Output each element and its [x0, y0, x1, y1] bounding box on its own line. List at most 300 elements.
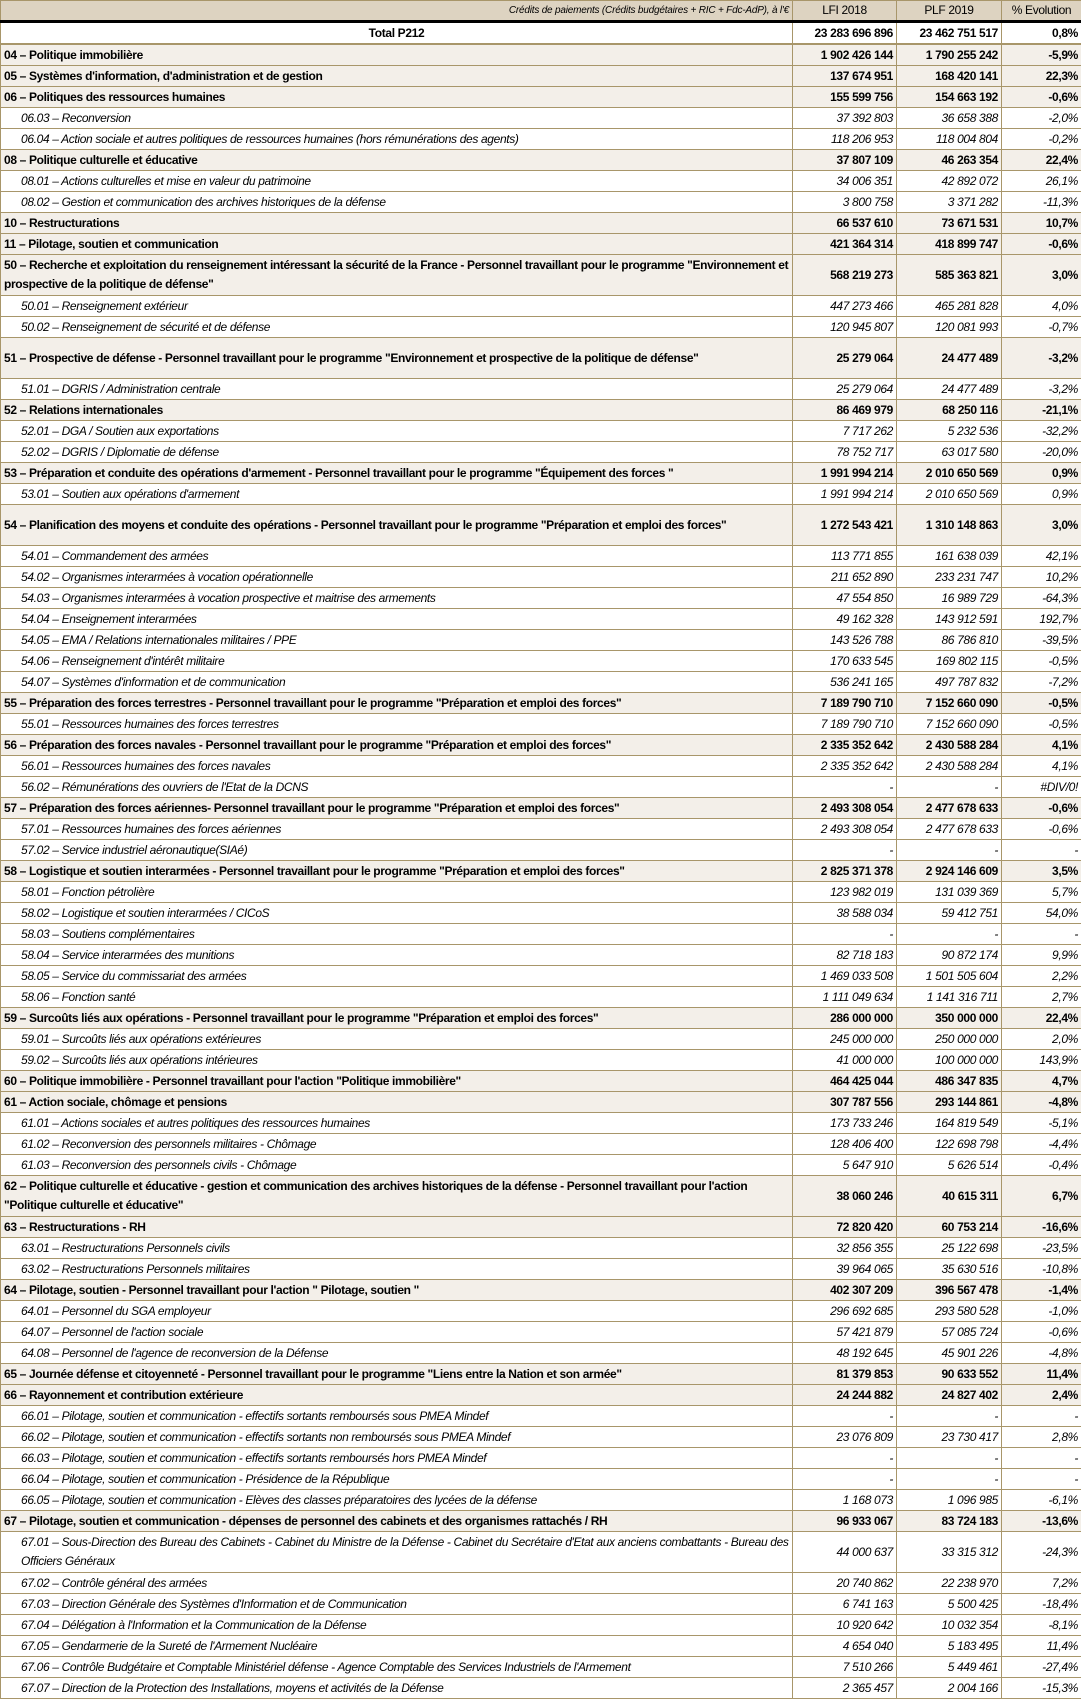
row-plf: 2 477 678 633 [897, 798, 1002, 819]
row-plf: 45 901 226 [897, 1343, 1002, 1364]
row-label: 67.01 – Sous-Direction des Bureau des Cabinets - Cabinet du Ministre de la Défense - Cabinet du Secrétaire d'Etat aux anciens combattants - Bureau des Officiers Généraux [1, 1532, 793, 1573]
row-evolution: 4,1% [1002, 735, 1081, 756]
row-label: 55.01 – Ressources humaines des forces terrestres [1, 714, 793, 735]
subaction-row [1, 1615, 1081, 1636]
subaction-row [1, 924, 1081, 945]
row-plf: 120 081 993 [897, 317, 1002, 338]
row-evolution: 11,4% [1002, 1364, 1081, 1385]
action-row [1, 1092, 1081, 1113]
row-plf: 1 501 505 604 [897, 966, 1002, 987]
row-plf: 90 633 552 [897, 1364, 1002, 1385]
header-row [1, 1, 1081, 22]
row-lfi: 211 652 890 [793, 567, 897, 588]
row-lfi: 307 787 556 [793, 1092, 897, 1113]
row-plf: 161 638 039 [897, 546, 1002, 567]
row-label: 59.02 – Surcoûts liés aux opérations intérieures [1, 1050, 793, 1071]
row-evolution: 192,7% [1002, 609, 1081, 630]
row-plf: 465 281 828 [897, 296, 1002, 317]
subaction-row [1, 379, 1081, 400]
subaction-row [1, 567, 1081, 588]
row-lfi: 170 633 545 [793, 651, 897, 672]
subaction-row [1, 1259, 1081, 1280]
row-lfi: 2 493 308 054 [793, 798, 897, 819]
row-label: 58.03 – Soutiens complémentaires [1, 924, 793, 945]
row-plf: 169 802 115 [897, 651, 1002, 672]
row-plf: - [897, 1448, 1002, 1469]
row-lfi: 123 982 019 [793, 882, 897, 903]
row-plf: 68 250 116 [897, 400, 1002, 421]
row-lfi: 464 425 044 [793, 1071, 897, 1092]
row-evolution: 3,5% [1002, 861, 1081, 882]
row-lfi: 66 537 610 [793, 213, 897, 234]
row-evolution: 2,8% [1002, 1427, 1081, 1448]
subaction-row [1, 1427, 1081, 1448]
row-plf: 7 152 660 090 [897, 714, 1002, 735]
row-evolution: 22,4% [1002, 1008, 1081, 1029]
row-label: 55 – Préparation des forces terrestres - Personnel travaillant pour le programme "Préparation et emploi des forces" [1, 693, 793, 714]
row-evolution: -24,3% [1002, 1532, 1081, 1573]
row-evolution: -21,1% [1002, 400, 1081, 421]
row-label: 63.01 – Restructurations Personnels civils [1, 1238, 793, 1259]
row-evolution: -6,1% [1002, 1490, 1081, 1511]
row-evolution: #DIV/0! [1002, 777, 1081, 798]
row-plf: 5 183 495 [897, 1636, 1002, 1657]
row-plf: 36 658 388 [897, 108, 1002, 129]
row-label: 64.01 – Personnel du SGA employeur [1, 1301, 793, 1322]
action-row [1, 463, 1081, 484]
row-lfi: 23 076 809 [793, 1427, 897, 1448]
row-label: 67.02 – Contrôle général des armées [1, 1573, 793, 1594]
row-lfi: 155 599 756 [793, 87, 897, 108]
row-label: 08 – Politique culturelle et éducative [1, 150, 793, 171]
row-evolution: -0,5% [1002, 693, 1081, 714]
row-evolution: -0,5% [1002, 714, 1081, 735]
row-label: 66.03 – Pilotage, soutien et communication - effectifs sortants remboursés hors PMEA Mindef [1, 1448, 793, 1469]
row-plf: 497 787 832 [897, 672, 1002, 693]
subaction-row [1, 903, 1081, 924]
row-plf: 293 144 861 [897, 1092, 1002, 1113]
row-lfi: 78 752 717 [793, 442, 897, 463]
row-evolution: 143,9% [1002, 1050, 1081, 1071]
action-row [1, 1385, 1081, 1406]
row-lfi: 82 718 183 [793, 945, 897, 966]
row-plf: - [897, 924, 1002, 945]
row-evolution: 2,2% [1002, 966, 1081, 987]
row-plf: 585 363 821 [897, 255, 1002, 296]
row-label: 51.01 – DGRIS / Administration centrale [1, 379, 793, 400]
row-evolution: -4,8% [1002, 1343, 1081, 1364]
row-evolution: 9,9% [1002, 945, 1081, 966]
row-lfi: 296 692 685 [793, 1301, 897, 1322]
action-row [1, 693, 1081, 714]
row-label: 59.01 – Surcoûts liés aux opérations extérieures [1, 1029, 793, 1050]
row-lfi: 2 335 352 642 [793, 756, 897, 777]
subaction-row [1, 1532, 1081, 1573]
row-label: 11 – Pilotage, soutien et communication [1, 234, 793, 255]
subaction-row [1, 987, 1081, 1008]
row-label: 10 – Restructurations [1, 213, 793, 234]
row-lfi: 1 991 994 214 [793, 463, 897, 484]
row-evolution: 4,1% [1002, 756, 1081, 777]
row-lfi: 120 945 807 [793, 317, 897, 338]
row-lfi: 128 406 400 [793, 1134, 897, 1155]
row-lfi: 286 000 000 [793, 1008, 897, 1029]
row-lfi: 143 526 788 [793, 630, 897, 651]
action-row [1, 338, 1081, 379]
row-lfi: 48 192 645 [793, 1343, 897, 1364]
row-plf: 168 420 141 [897, 66, 1002, 87]
row-evolution: -5,9% [1002, 44, 1081, 66]
row-lfi: 72 820 420 [793, 1217, 897, 1238]
row-lfi: 39 964 065 [793, 1259, 897, 1280]
subaction-row [1, 192, 1081, 213]
subaction-row [1, 1490, 1081, 1511]
row-plf: 35 630 516 [897, 1259, 1002, 1280]
row-lfi: 1 168 073 [793, 1490, 897, 1511]
row-evolution: - [1002, 1448, 1081, 1469]
subaction-row [1, 945, 1081, 966]
row-evolution: - [1002, 1406, 1081, 1427]
subaction-row [1, 484, 1081, 505]
subaction-row [1, 1448, 1081, 1469]
row-evolution: -64,3% [1002, 588, 1081, 609]
row-lfi: 1 469 033 508 [793, 966, 897, 987]
row-label: 51 – Prospective de défense - Personnel travaillant pour le programme "Environnement et prospective de la politique de défense" [1, 338, 793, 379]
row-label: 50 – Recherche et exploitation du renseignement intéressant la sécurité de la France - Personnel travaillant pour le programme "Environnement et prospective de la politique de défense" [1, 255, 793, 296]
row-plf: 100 000 000 [897, 1050, 1002, 1071]
row-label: 64.07 – Personnel de l'action sociale [1, 1322, 793, 1343]
row-evolution: 6,7% [1002, 1176, 1081, 1217]
subaction-row [1, 317, 1081, 338]
total-evolution: 0,8% [1002, 22, 1081, 45]
row-lfi: 34 006 351 [793, 171, 897, 192]
row-lfi: - [793, 1406, 897, 1427]
row-plf: 486 347 835 [897, 1071, 1002, 1092]
row-lfi: 1 272 543 421 [793, 505, 897, 546]
action-row [1, 66, 1081, 87]
row-label: 63.02 – Restructurations Personnels militaires [1, 1259, 793, 1280]
subaction-row [1, 1155, 1081, 1176]
row-lfi: - [793, 1469, 897, 1490]
row-label: 66.01 – Pilotage, soutien et communication - effectifs sortants remboursés sous PMEA Mindef [1, 1406, 793, 1427]
row-plf: 154 663 192 [897, 87, 1002, 108]
row-lfi: 81 379 853 [793, 1364, 897, 1385]
row-label: 61.03 – Reconversion des personnels civils - Chômage [1, 1155, 793, 1176]
row-plf: 73 671 531 [897, 213, 1002, 234]
subaction-row [1, 588, 1081, 609]
row-plf: 2 004 166 [897, 1678, 1002, 1699]
row-label: 54.06 – Renseignement d'intérêt militaire [1, 651, 793, 672]
action-row [1, 1071, 1081, 1092]
row-label: 56 – Préparation des forces navales - Personnel travaillant pour le programme "Préparation et emploi des forces" [1, 735, 793, 756]
row-evolution: -4,8% [1002, 1092, 1081, 1113]
subaction-row [1, 756, 1081, 777]
row-label: 54.01 – Commandement des armées [1, 546, 793, 567]
row-evolution: 3,0% [1002, 505, 1081, 546]
subaction-row [1, 1406, 1081, 1427]
row-evolution: -32,2% [1002, 421, 1081, 442]
row-evolution: -0,2% [1002, 129, 1081, 150]
row-lfi: 2 365 457 [793, 1678, 897, 1699]
row-lfi: 44 000 637 [793, 1532, 897, 1573]
row-label: 66.02 – Pilotage, soutien et communication - effectifs sortants non remboursés sous PMEA Mindef [1, 1427, 793, 1448]
row-lfi: - [793, 840, 897, 861]
row-evolution: 2,7% [1002, 987, 1081, 1008]
row-evolution: 22,4% [1002, 150, 1081, 171]
row-plf: 2 924 146 609 [897, 861, 1002, 882]
row-plf: 10 032 354 [897, 1615, 1002, 1636]
row-lfi: 37 807 109 [793, 150, 897, 171]
row-evolution: 10,7% [1002, 213, 1081, 234]
row-label: 06.03 – Reconversion [1, 108, 793, 129]
row-evolution: -0,5% [1002, 651, 1081, 672]
subaction-row [1, 546, 1081, 567]
row-label: 54 – Planification des moyens et conduite des opérations - Personnel travaillant pour le programme "Préparation et emploi des forces" [1, 505, 793, 546]
row-plf: 233 231 747 [897, 567, 1002, 588]
row-evolution: - [1002, 840, 1081, 861]
row-evolution: -7,2% [1002, 672, 1081, 693]
row-evolution: 42,1% [1002, 546, 1081, 567]
row-plf: 143 912 591 [897, 609, 1002, 630]
row-label: 59 – Surcoûts liés aux opérations - Personnel travaillant pour le programme "Préparation et emploi des forces" [1, 1008, 793, 1029]
row-evolution: -20,0% [1002, 442, 1081, 463]
row-evolution: -1,0% [1002, 1301, 1081, 1322]
row-plf: 2 010 650 569 [897, 484, 1002, 505]
row-plf: 33 315 312 [897, 1532, 1002, 1573]
row-evolution: -1,4% [1002, 1280, 1081, 1301]
row-plf: 46 263 354 [897, 150, 1002, 171]
action-row [1, 505, 1081, 546]
row-lfi: 402 307 209 [793, 1280, 897, 1301]
row-lfi: 1 991 994 214 [793, 484, 897, 505]
row-evolution: 11,4% [1002, 1636, 1081, 1657]
row-label: 60 – Politique immobilière - Personnel travaillant pour l'action "Politique immobilière" [1, 1071, 793, 1092]
row-plf: 122 698 798 [897, 1134, 1002, 1155]
subaction-row [1, 1636, 1081, 1657]
row-label: 50.02 – Renseignement de sécurité et de défense [1, 317, 793, 338]
row-lfi: 38 060 246 [793, 1176, 897, 1217]
row-label: 67.03 – Direction Générale des Systèmes d'Information et de Communication [1, 1594, 793, 1615]
row-label: 52.01 – DGA / Soutien aux exportations [1, 421, 793, 442]
row-label: 50.01 – Renseignement extérieur [1, 296, 793, 317]
row-evolution: -10,8% [1002, 1259, 1081, 1280]
action-row [1, 861, 1081, 882]
header-lfi-2018: LFI 2018 [793, 1, 897, 22]
row-evolution: -13,6% [1002, 1511, 1081, 1532]
subaction-row [1, 609, 1081, 630]
row-evolution: 0,9% [1002, 484, 1081, 505]
row-plf: - [897, 1469, 1002, 1490]
row-label: 61.01 – Actions sociales et autres politiques des ressources humaines [1, 1113, 793, 1134]
row-label: 08.02 – Gestion et communication des archives historiques de la défense [1, 192, 793, 213]
row-lfi: 32 856 355 [793, 1238, 897, 1259]
row-label: 61 – Action sociale, chômage et pensions [1, 1092, 793, 1113]
row-plf: 396 567 478 [897, 1280, 1002, 1301]
row-label: 54.02 – Organismes interarmées à vocation opérationnelle [1, 567, 793, 588]
row-plf: - [897, 777, 1002, 798]
row-label: 66.04 – Pilotage, soutien et communication - Présidence de la République [1, 1469, 793, 1490]
row-plf: 5 500 425 [897, 1594, 1002, 1615]
row-lfi: 49 162 328 [793, 609, 897, 630]
row-plf: 5 626 514 [897, 1155, 1002, 1176]
row-lfi: 25 279 064 [793, 338, 897, 379]
header-caption: Crédits de paiements (Crédits budgétaires + RIC + Fdc-AdP), à l'€ [1, 1, 793, 22]
row-plf: 90 872 174 [897, 945, 1002, 966]
row-lfi: 4 654 040 [793, 1636, 897, 1657]
header-plf-2019: PLF 2019 [897, 1, 1002, 22]
row-evolution: -18,4% [1002, 1594, 1081, 1615]
row-plf: 42 892 072 [897, 171, 1002, 192]
row-label: 57.01 – Ressources humaines des forces aériennes [1, 819, 793, 840]
row-lfi: 38 588 034 [793, 903, 897, 924]
row-lfi: 96 933 067 [793, 1511, 897, 1532]
row-evolution: 2,4% [1002, 1385, 1081, 1406]
row-plf: 293 580 528 [897, 1301, 1002, 1322]
row-evolution: - [1002, 1469, 1081, 1490]
row-evolution: -0,6% [1002, 87, 1081, 108]
row-label: 64.08 – Personnel de l'agence de reconversion de la Défense [1, 1343, 793, 1364]
row-lfi: - [793, 1448, 897, 1469]
row-label: 61.02 – Reconversion des personnels militaires - Chômage [1, 1134, 793, 1155]
row-label: 05 – Systèmes d'information, d'administration et de gestion [1, 66, 793, 87]
subaction-row [1, 1029, 1081, 1050]
subaction-row [1, 171, 1081, 192]
row-lfi: 137 674 951 [793, 66, 897, 87]
row-lfi: 24 244 882 [793, 1385, 897, 1406]
row-lfi: 6 741 163 [793, 1594, 897, 1615]
row-label: 58.02 – Logistique et soutien interarmées / CICoS [1, 903, 793, 924]
row-label: 63 – Restructurations - RH [1, 1217, 793, 1238]
row-lfi: 1 111 049 634 [793, 987, 897, 1008]
subaction-row [1, 1134, 1081, 1155]
action-row [1, 87, 1081, 108]
row-evolution: -16,6% [1002, 1217, 1081, 1238]
subaction-row [1, 840, 1081, 861]
row-label: 67.05 – Gendarmerie de la Sureté de l'Armement Nucléaire [1, 1636, 793, 1657]
subaction-row [1, 630, 1081, 651]
row-lfi: 447 273 466 [793, 296, 897, 317]
row-evolution: 3,0% [1002, 255, 1081, 296]
row-evolution: 22,3% [1002, 66, 1081, 87]
subaction-row [1, 651, 1081, 672]
row-label: 08.01 – Actions culturelles et mise en valeur du patrimoine [1, 171, 793, 192]
subaction-row [1, 296, 1081, 317]
row-label: 62 – Politique culturelle et éducative - gestion et communication des archives historiques de la défense - Personnel travaillant pour l'action "Politique culturelle et éducative" [1, 1176, 793, 1217]
row-lfi: 37 392 803 [793, 108, 897, 129]
row-lfi: 2 335 352 642 [793, 735, 897, 756]
row-plf: - [897, 1406, 1002, 1427]
row-plf: 1 096 985 [897, 1490, 1002, 1511]
row-lfi: 7 189 790 710 [793, 693, 897, 714]
row-label: 54.05 – EMA / Relations internationales militaires / PPE [1, 630, 793, 651]
row-plf: 3 371 282 [897, 192, 1002, 213]
row-evolution: 26,1% [1002, 171, 1081, 192]
row-evolution: -3,2% [1002, 338, 1081, 379]
row-lfi: 173 733 246 [793, 1113, 897, 1134]
subaction-row [1, 1238, 1081, 1259]
subaction-row [1, 1343, 1081, 1364]
row-lfi: 5 647 910 [793, 1155, 897, 1176]
row-label: 66 – Rayonnement et contribution extérieure [1, 1385, 793, 1406]
row-lfi: 2 825 371 378 [793, 861, 897, 882]
row-plf: 40 615 311 [897, 1176, 1002, 1217]
row-plf: 131 039 369 [897, 882, 1002, 903]
row-plf: 1 790 255 242 [897, 44, 1002, 66]
row-label: 58.06 – Fonction santé [1, 987, 793, 1008]
row-label: 53 – Préparation et conduite des opérations d'armement - Personnel travaillant pour le programme "Équipement des forces " [1, 463, 793, 484]
row-evolution: -0,6% [1002, 798, 1081, 819]
row-plf: 24 477 489 [897, 338, 1002, 379]
row-lfi: 1 902 426 144 [793, 44, 897, 66]
row-label: 58.01 – Fonction pétrolière [1, 882, 793, 903]
action-row [1, 150, 1081, 171]
row-lfi: - [793, 777, 897, 798]
subaction-row [1, 1050, 1081, 1071]
row-label: 67.04 – Délégation à l'Information et la Communication de la Défense [1, 1615, 793, 1636]
action-row [1, 1008, 1081, 1029]
row-lfi: 47 554 850 [793, 588, 897, 609]
subaction-row [1, 966, 1081, 987]
row-evolution: -5,1% [1002, 1113, 1081, 1134]
row-plf: 2 477 678 633 [897, 819, 1002, 840]
subaction-row [1, 1301, 1081, 1322]
row-label: 53.01 – Soutien aux opérations d'armement [1, 484, 793, 505]
subaction-row [1, 1113, 1081, 1134]
subaction-row [1, 442, 1081, 463]
row-plf: 60 753 214 [897, 1217, 1002, 1238]
subaction-row [1, 1594, 1081, 1615]
row-plf: 83 724 183 [897, 1511, 1002, 1532]
total-label: Total P212 [1, 22, 793, 45]
row-lfi: 20 740 862 [793, 1573, 897, 1594]
row-label: 64 – Pilotage, soutien - Personnel travaillant pour l'action " Pilotage, soutien " [1, 1280, 793, 1301]
row-plf: 22 238 970 [897, 1573, 1002, 1594]
row-plf: 1 141 316 711 [897, 987, 1002, 1008]
row-lfi: 7 717 262 [793, 421, 897, 442]
row-evolution: -15,3% [1002, 1678, 1081, 1699]
row-label: 56.01 – Ressources humaines des forces navales [1, 756, 793, 777]
row-plf: 2 010 650 569 [897, 463, 1002, 484]
row-label: 58.04 – Service interarmées des munitions [1, 945, 793, 966]
row-evolution: 2,0% [1002, 1029, 1081, 1050]
row-label: 58.05 – Service du commissariat des armées [1, 966, 793, 987]
row-evolution: 7,2% [1002, 1573, 1081, 1594]
row-label: 54.03 – Organismes interarmées à vocation prospective et maitrise des armements [1, 588, 793, 609]
row-label: 57.02 – Service industriel aéronautique(SIAé) [1, 840, 793, 861]
row-lfi: 536 241 165 [793, 672, 897, 693]
subaction-row [1, 672, 1081, 693]
subaction-row [1, 1322, 1081, 1343]
row-plf: 2 430 588 284 [897, 756, 1002, 777]
row-evolution: -23,5% [1002, 1238, 1081, 1259]
row-plf: 250 000 000 [897, 1029, 1002, 1050]
subaction-row [1, 714, 1081, 735]
subaction-row [1, 1657, 1081, 1678]
row-plf: 63 017 580 [897, 442, 1002, 463]
action-row [1, 1217, 1081, 1238]
row-plf: 5 232 536 [897, 421, 1002, 442]
row-evolution: -0,6% [1002, 234, 1081, 255]
subaction-row [1, 421, 1081, 442]
row-evolution: -0,6% [1002, 1322, 1081, 1343]
row-plf: 164 819 549 [897, 1113, 1002, 1134]
row-plf: 350 000 000 [897, 1008, 1002, 1029]
row-plf: 57 085 724 [897, 1322, 1002, 1343]
subaction-row [1, 1573, 1081, 1594]
row-plf: 24 477 489 [897, 379, 1002, 400]
row-plf: 2 430 588 284 [897, 735, 1002, 756]
action-row [1, 400, 1081, 421]
